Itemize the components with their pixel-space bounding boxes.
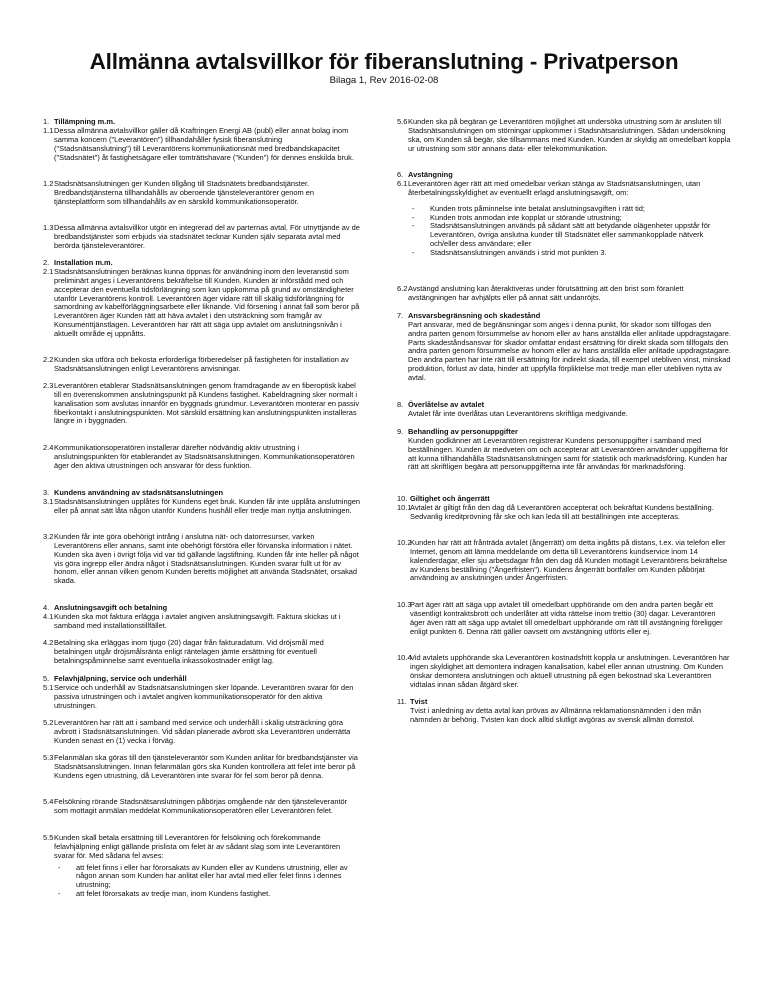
clause-5-3: 5.3 Felanmälan ska göras till den tjänsteleverantör som Kunden anlitar för bredbandstjänster via Stadsnätsanslutningen. Innan felanmälan görs ska Kunden kontrollera att felet inte beror på Kundens egen utrustning, då Leverantören inte svarar för fel som beror på denna. [43,753,358,780]
clause-5-2: 5.2 Leverantören har rätt att i samband med service och underhåll i skälig utsträckning göra avbrott i Stadsnätsanslutningen. Vid sådan planerade avbrott ska Leverantören underrätta Kunden senast en (1) vecka i förväg. [43,718,351,745]
section-5-heading: 5. Felavhjälpning, service och underhåll [43,674,187,683]
clause-3-2: 3.2 Kunden får inte göra obehörigt intrång i anslutna nät- och datorresurser, varken Leverantörens eller annans, samt inte obehörigt förstöra eller förvanska information i nätet. Kunden ska även i övrigt följa vid var tid gällande lagstiftning. Kunden får inte heller på något vis göra ingrepp eller ändra något i Stadsnätsanslutningen. Kunden svarar fullt ut för av honom, eller annan vilken genom Kunden beretts möjlighet att använda Stadsnätet, orsakad skada. [43,532,359,586]
section-4-heading: 4. Anslutningsavgift och betalning [43,603,168,612]
clause-6-1: 6.1 Leverantören äger rätt att med omedelbar verkan stänga av Stadsnätsanslutningen, utan återbetalningsskyldighet av eventuellt erlagd anslutningsavgift, om: - Kunden trots påminnelse inte betalat anslutningsavgiften i rätt tid; - Kunden trots anmodan inte kopplat ur störande utrustning; - Stadsnätsanslutningen används på sådant sätt att betydande olägenheter uppstår för Leverantören, övriga anslutna kunder till Stadsnätet eller sammankopplade nätverk och/eller dess användare; eller - Stadsnätsanslutningen används i strid mot punkten 3. [397,180,731,258]
list-item: - Stadsnätsanslutningen används på sådant sätt att betydande olägenheter uppstår för Leverantören, övriga anslutna kunder till Stadsnätet eller sammankopplade nätverk och/eller dess användare; eller [408,222,731,249]
clause-2-3: 2.3 Leverantören etablerar Stadsnätsanslutningen genom framdragande av en fiberoptisk kabel till en överenskommen anslutningspunkt på Kundens fastighet. Kabeldragning sker normalt i kanalisation som avslutas innanför en byggnads grundmur. Leverantören monterar en passiv fiberkontakt i anslutningspunkten. Mot särskild ersättning kan anslutningspunkten installeras längre in i byggnaden. [43,381,360,426]
section-2-heading: 2. Installation m.m. [43,258,113,267]
clause-5-5: 5.5 Kunden skall betala ersättning till Leverantören för felsökning och förekommande felavhjälpning enligt gällande prislista om felet är av sådant slag som inte Leverantören svarar för. Med sådana fel avses: - att felet finns i eller har förorsakats av Kunden eller av Kundens utrustning, eller av någon annan som Kunden har anlitat eller har avtal med eller felet finns i dennes utrustning; - att felet förorsakats av tredje man, inom Kundens fastighet. [43,834,361,899]
clause-10-3: 10.3 Part äger rätt att säga upp avtalet till omedelbart upphörande om den andra parten begår ett väsentligt kontraktsbrott och underlåter att vidta rättelse inom trettio (30) dagar. Leverantören äger även rätt att säga upp avtalet till omedelbart upphörande om rätt till avstängning föreligger enligt punkten 6. Denna rätt gäller oavsett om avstängning utförts eller ej. [397,600,723,636]
list-item: - att felet förorsakats av tredje man, inom Kundens fastighet. [54,890,361,899]
list-item: - Kunden trots anmodan inte kopplat ur störande utrustning; [408,214,731,223]
clause-2-2: 2.2 Kunden ska utföra och bekosta erforderliga förberedelser på fastigheten för installation av Stadsnätsanslutningen enligt Leverantörens anvisningar. [43,355,349,373]
section-9: 9. Behandling av personuppgifter Kunden godkänner att Leverantören registrerar Kundens personuppgifter i samband med beställningen. Kunden är medveten om och accepterar att Leverantören använder uppgifterna för att kunna tillhandahålla Stadsnätsanslutningen samt för statistik och marknadsföring. Kunden har rätt att skriftligen begära att personuppgifterna inte får användas för marknadsföring. [397,427,729,472]
section-11: 11. Tvist Tvist i anledning av detta avtal kan prövas av Allmänna reklamationsnämnden i den mån nämnden är behörig. Tvisten kan dock alltid slutligt avgöras av svensk allmän domstol. [397,697,702,724]
clause-6-2: 6.2 Avstängd anslutning kan återaktiveras under förutsättning att den brist som föranlett avstängningen har avhjälpts eller på annat sätt undanröjts. [397,284,684,302]
document-subtitle: Bilaga 1, Rev 2016-02-08 [329,75,439,86]
clause-4-1: 4.1 Kunden ska mot faktura erlägga i avtalet angiven anslutningsavgift. Faktura skickas ut i samband med installationstillfället. [43,612,341,630]
clause-10-2: 10.2 Kunden har rätt att frånträda avtalet (ångerrätt) om detta ingåtts på distans, t.ex. via telefon eller Internet, genom att lämna meddelande om detta till Leverantörens kundservice inom 14 kalenderdagar, eller sju arbetsdagar från den dag då Kunden mottagit Leverantörens bekräftelse av Kundens beställning ("Ångerfristen"). Kundens ångerrätt bortfaller om Kunden påbörjat användning av anslutningen under Ångerfristen. [397,538,728,583]
section-7: 7. Ansvarsbegränsning och skadestånd Part ansvarar, med de begränsningar som anges i denna punkt, för skador som tillfogas den andra parten genom försummelse av honom eller av hans anställda eller anlitade uppdragstagare. Parts skadeståndsansvar för skador omfattar endast ersättning för direkt skada som tillfogats den andra parten genom försummelse av honom eller av hans anställda eller anlitade uppdragstagare. Den andra parten har inte rätt till ersättning för indirekt skada, till exempel utebliven vinst, minskad produktion, förlust av data, hinder att uppfylla förpliktelse mot tredje man eller utebliven nytta av avtal. [397,311,731,382]
list-item: - Stadsnätsanslutningen används i strid mot punkten 3. [408,249,731,258]
section-6-heading: 6. Avstängning [397,170,453,179]
section-3-heading: 3. Kundens användning av stadsnätsanslutningen [43,488,224,497]
clause-10-4: 10.4 Vid avtalets upphörande ska Leverantören kostnadsfritt koppla ur anslutningen. Leverantören har ingen skyldighet att demontera indragen kanalisation, kabel eller annan utrustning. Om Kunden önskar demontera anslutningen och aktuell utrustning på egen bekostnad ska Leverantören vidtalas innan sådan åtgärd sker. [397,653,730,689]
clause-4-2: 4.2 Betalning ska erläggas inom tjugo (20) dagar från fakturadatum. Vid dröjsmål med betalningen utgår dröjsmålsränta enligt räntelagen jämte ersättning för eventuell betalningspåminnelse samt eventuella inkassokostnader enligt lag. [43,638,324,665]
clause-2-1: 2.1 Stadsnätsanslutningen beräknas kunna öppnas för användning inom den leveranstid som preliminärt anges i Leverantörens bekräftelse till Kunden. Kunden är införstådd med och accepterar den eventuella tidsförlängning som kan uppkomma på grund av omständigheter utanför Leverantörens kontroll. Leverantören äger vidare rätt till skälig tidsförlängning för samordning av kabelförläggningsarbete eller liknande. Vid försening i annat fall som beror på Leverantören äger Kunden rätt att häva avtalet i den utsträckning som framgår av Konsumenttjänstlagen. Leverantören har rätt att säga upp avtalet om anslutningsnivån i aktuellt område ej uppnåtts. [43,267,360,338]
clause-5-4: 5.4 Felsökning rörande Stadsnätsanslutningen påbörjas omgående när den tjänsteleverantör som mottagit anmälan meddelat Kommunikationsoperatören eller Leverantören felet. [43,797,348,815]
clause-1-1: 1.1 Dessa allmänna avtalsvillkor gäller då Kraftringen Energi AB (publ) eller annat bolag inom samma koncern ("Leverantören") tillhandahåller fysisk fiberanslutning ("Stadsnätsanslutning") till Leverantörens kommunikationsnät med bredbandskapacitet ("Stadsnätet") åt fastighetsägare eller tomträttshavare ("Kunden") för dennes enskilda bruk. [43,126,354,162]
section-1-heading: 1. Tillämpning m.m. [43,117,116,126]
clause-3-1: 3.1 Stadsnätsanslutningen upplåtes för Kundens eget bruk. Kunden får inte upplåta anslutningen eller på annat sätt låta någon utanför Kundens hushåll eller tredje man nyttja anslutningen. [43,497,360,515]
clause-1-3: 1.3 Dessa allmänna avtalsvillkor utgör en integrerad del av parternas avtal. För utnyttjande av de bredbandstjänster som erbjuds via stadsnätet tecknar Kunden själv separata avtal med berörda tjänsteleverantörer. [43,223,360,250]
clause-1-2: 1.2 Stadsnätsanslutningen ger Kunden tillgång till Stadsnätets bredbandstjänster. Bredbandstjänsterna tillhandahålls av oberoende tjänsteleverantörer genom en tjänsteplattform som tillhandahålls av en särskild kommunikationsoperatör. [43,179,315,206]
section-8: 8. Överlåtelse av avtalet Avtalet får inte överlåtas utan Leverantörens skriftliga medgivande. [397,400,628,418]
clause-6-1-list [408,205,731,258]
clause-5-5-list [54,864,361,899]
list-item: - att felet finns i eller har förorsakats av Kunden eller av Kundens utrustning, eller av någon annan som Kunden har anlitat eller har avtal med eller felet finns i dennes utrustning; [54,864,361,891]
clause-5-6: 5.6 Kunden ska på begäran ge Leverantören möjlighet att undersöka utrustning som är ansluten till Stadsnätsanslutningen om störningar uppkommer i Stadsnätsanslutningen. Sådan undersökning ska, om Kunden så begär, ske tillsammans med Kunden. Kunden är skyldig att omedelbart koppla ur utrustning som stör annans data- eller telekommunikation. [397,117,731,153]
document-title: Allmänna avtalsvillkor för fiberanslutning - Privatperson [89,49,679,74]
clause-5-1: 5.1 Service och underhåll av Stadsnätsanslutningen sker löpande. Leverantören svarar för den passiva utrustningen och i avtalet angiven kommunikationsoperatör för den aktiva utrustningen. [43,683,354,710]
list-item: - Kunden trots påminnelse inte betalat anslutningsavgiften i rätt tid; [408,205,731,214]
clause-2-4: 2.4 Kommunikationsoperatören installerar därefter nödvändig aktiv utrustning i anslutningspunkten för etablerandet av Stadsnätsanslutningen. Kommunikationsoperatören äger den aktiva utrustningen och ansvarar för dess funktion. [43,443,355,470]
section-10-heading: 10. Giltighet och ångerrätt [397,494,490,503]
clause-10-1: 10.1 Avtalet är giltigt från den dag då Leverantören accepterat och bekräftat Kundens beställning. Sedvanlig kreditprövning får ske och kan leda till att beställningen inte accepteras. [397,503,714,521]
